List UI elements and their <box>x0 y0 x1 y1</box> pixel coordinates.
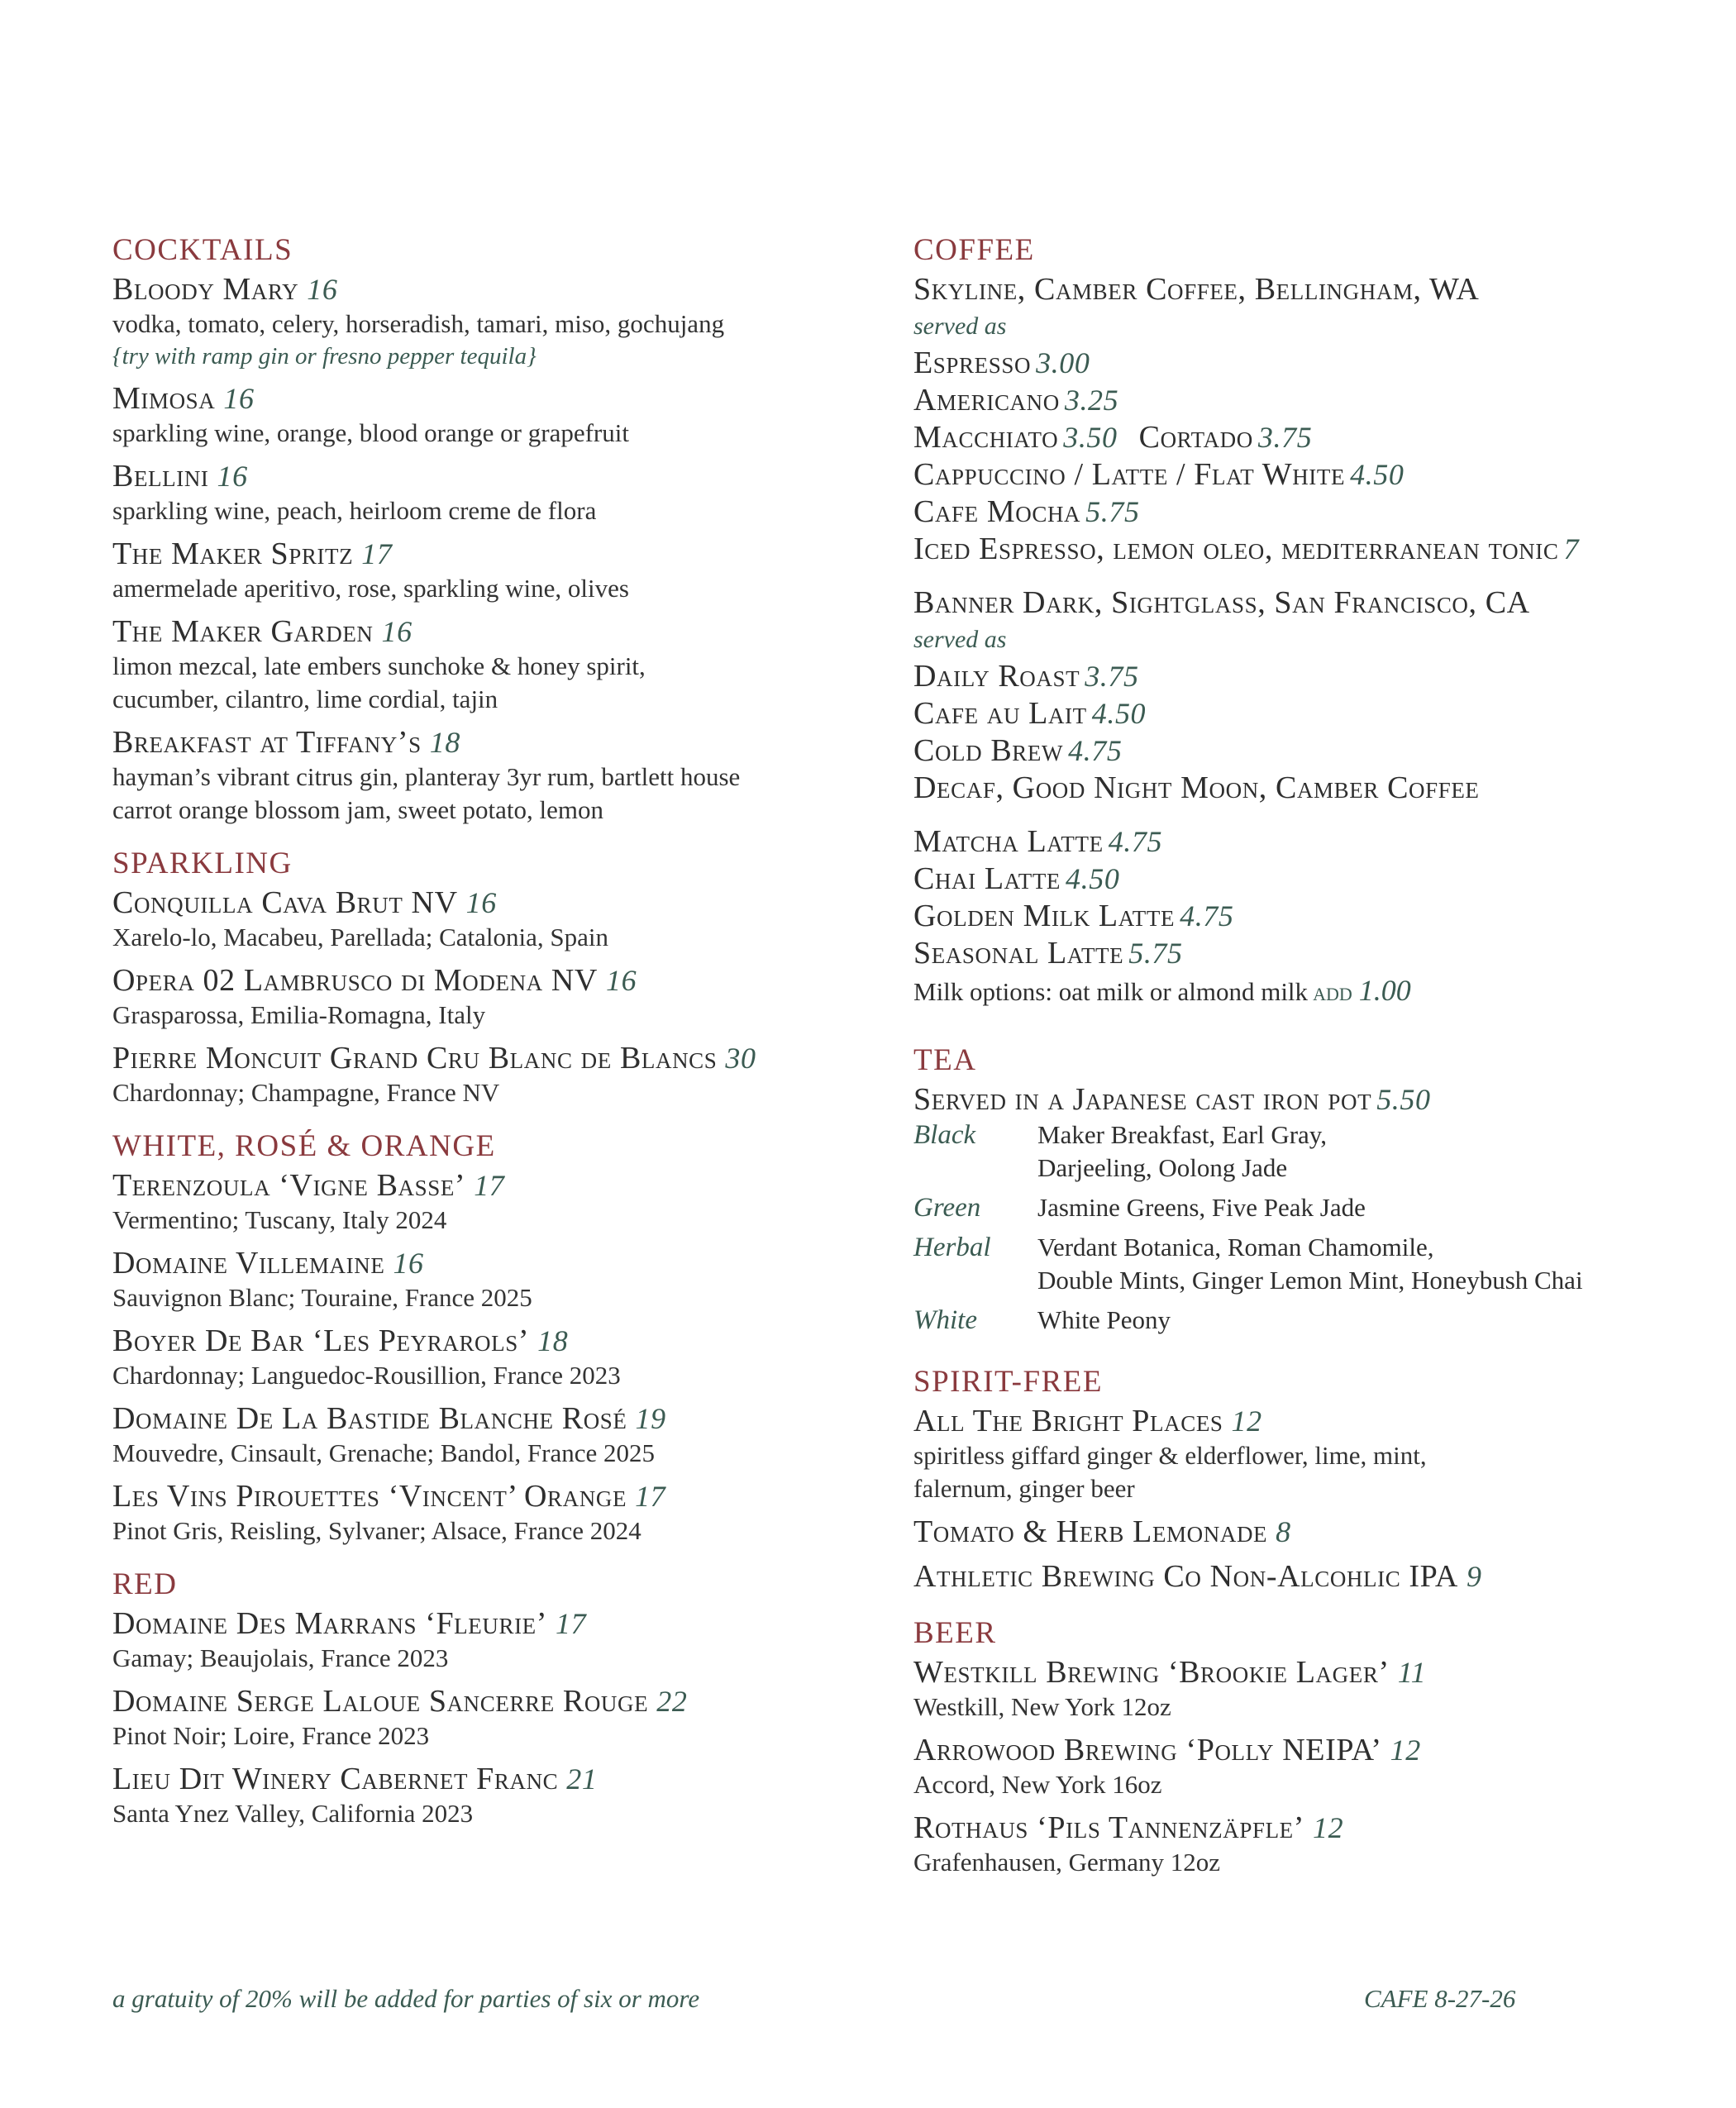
item-price: 17 <box>556 1607 587 1640</box>
item-name: The Maker Spritz <box>112 537 354 571</box>
item-name: Cold Brew <box>913 733 1064 768</box>
tea-list: Verdant Botanica, Roman Chamomile, <box>1037 1233 1434 1261</box>
coffee-item <box>913 531 1707 568</box>
item-name: Westkill Brewing ‘Brookie Lager’ <box>913 1655 1390 1690</box>
item-name: Domaine De La Bastide Blanche Rosé <box>112 1401 627 1436</box>
item-name: Espresso <box>913 346 1032 380</box>
menu-item <box>112 1167 856 1237</box>
item-desc: Pinot Gris, Reisling, Sylvaner; Alsace, France 2024 <box>112 1516 641 1545</box>
item-note: {try with ramp gin or fresno pepper tequila} <box>112 343 537 370</box>
coffee-item <box>913 935 1707 972</box>
item-price: 5.75 <box>1085 495 1140 528</box>
item-price: 16 <box>223 382 255 415</box>
section-title-spirit-free: SPIRIT-FREE <box>913 1365 1103 1399</box>
item-desc: amermelade aperitivo, rose, sparkling wine, olives <box>112 574 629 603</box>
item-name: Domaine Des Marrans ‘Fleurie’ <box>112 1606 548 1641</box>
gratuity-note: a gratuity of 20% will be added for parties of six or more <box>112 1984 700 2013</box>
coffee-item <box>913 861 1707 898</box>
item-desc: Grasparossa, Emilia-Romagna, Italy <box>112 1000 486 1029</box>
menu-item <box>112 1478 856 1548</box>
item-name: The Maker Garden <box>112 614 374 649</box>
section-title-cocktails: COCKTAILS <box>112 233 293 267</box>
item-price: 12 <box>1390 1734 1421 1767</box>
item-name: Daily Roast <box>913 659 1080 694</box>
tea-row <box>913 1118 1707 1185</box>
tea-type: Green <box>913 1193 981 1223</box>
item-price: 3.75 <box>1257 421 1313 454</box>
item-desc: Grafenhausen, Germany 12oz <box>913 1848 1220 1877</box>
menu-item <box>112 1040 856 1109</box>
menu-code: CAFE 8-27-26 <box>1364 1984 1516 2013</box>
item-price: 8 <box>1276 1515 1291 1548</box>
item-price: 11 <box>1397 1656 1427 1689</box>
section-title-white: WHITE, ROSÉ & ORANGE <box>112 1129 496 1163</box>
item-price: 3.75 <box>1085 660 1139 693</box>
section-title-tea: TEA <box>913 1043 977 1077</box>
section-title-sparkling: SPARKLING <box>112 847 293 880</box>
menu-item <box>112 885 856 954</box>
item-name: Golden Milk Latte <box>913 899 1176 933</box>
coffee-item <box>913 382 1707 419</box>
sparkling-section <box>112 843 856 1109</box>
tea-list: Maker Breakfast, Earl Gray, <box>1037 1120 1328 1149</box>
coffee-item <box>913 456 1707 494</box>
item-name: Lieu Dit Winery Cabernet Franc <box>112 1762 559 1796</box>
item-price: 18 <box>429 726 460 759</box>
coffee-item <box>913 658 1707 695</box>
tea-row <box>913 1304 1707 1337</box>
item-name: Bloody Mary <box>112 272 299 307</box>
coffee-item <box>913 898 1707 935</box>
right-column <box>913 230 1707 1896</box>
item-name: Iced Espresso, lemon oleo, mediterranean tonic <box>913 532 1559 566</box>
item-name: Breakfast at Tiffany’s <box>112 725 422 760</box>
item-name: Seasonal Latte <box>913 936 1124 971</box>
tea-list: Darjeeling, Oolong Jade <box>1037 1153 1288 1182</box>
item-price: 3.50 <box>1063 421 1118 454</box>
menu-item <box>112 1323 856 1392</box>
item-price: 18 <box>537 1324 569 1357</box>
item-desc: Pinot Noir; Loire, France 2023 <box>112 1721 430 1750</box>
milk-options-text: Milk options: oat milk or almond milk <box>913 977 1309 1006</box>
item-name: Cafe Mocha <box>913 494 1081 529</box>
item-desc: spiritless giffard ginger & elderflower, lime, mint, <box>913 1441 1427 1470</box>
item-desc: Xarelo-lo, Macabeu, Parellada; Catalonia, Spain <box>112 923 608 951</box>
item-desc: cucumber, cilantro, lime cordial, tajin <box>112 684 498 713</box>
item-name: Macchiato <box>913 420 1059 455</box>
item-name: Athletic Brewing Co Non-Alcohlic IPA <box>913 1559 1458 1594</box>
coffee-item <box>913 345 1707 382</box>
item-desc: Chardonnay; Champagne, France NV <box>112 1078 500 1107</box>
item-name: Domaine Villemaine <box>112 1246 385 1281</box>
item-price: 16 <box>217 460 248 493</box>
item-price: 3.25 <box>1064 384 1119 417</box>
item-price: 4.50 <box>1091 697 1147 730</box>
beer-section <box>913 1613 1707 1879</box>
item-desc: vodka, tomato, celery, horseradish, tamari, miso, gochujang <box>112 309 725 338</box>
item-desc: Westkill, New York 12oz <box>913 1692 1171 1721</box>
item-desc: Santa Ynez Valley, California 2023 <box>112 1799 474 1828</box>
tea-type: Herbal <box>913 1233 991 1262</box>
menu-item <box>913 1732 1707 1801</box>
coffee-decaf: Decaf, Good Night Moon, Camber Coffee <box>913 770 1480 805</box>
menu-item <box>112 458 856 527</box>
item-desc: Vermentino; Tuscany, Italy 2024 <box>112 1205 447 1234</box>
tea-row <box>913 1231 1707 1297</box>
item-name: Chai Latte <box>913 861 1061 896</box>
item-price: 12 <box>1313 1811 1344 1844</box>
red-section <box>112 1564 856 1830</box>
item-name: Les Vins Pirouettes ‘Vincent’ Orange <box>112 1479 627 1514</box>
served-as-label: served as <box>913 312 1007 340</box>
milk-options <box>913 972 1707 1010</box>
coffee-item <box>913 494 1707 531</box>
menu-item <box>112 380 856 450</box>
section-title-red: RED <box>112 1567 178 1601</box>
item-price: 4.75 <box>1180 899 1234 932</box>
tea-served <box>913 1081 1707 1118</box>
item-price: 16 <box>605 964 637 997</box>
menu-item <box>112 613 856 716</box>
menu-item <box>913 1810 1707 1879</box>
item-name: Mimosa <box>112 381 216 416</box>
item-name: All The Bright Places <box>913 1404 1223 1438</box>
item-name: Tomato & Herb Lemonade <box>913 1514 1268 1549</box>
tea-row <box>913 1191 1707 1224</box>
left-column <box>112 230 856 1847</box>
item-price: 19 <box>635 1402 666 1435</box>
milk-price: 1.00 <box>1358 974 1411 1007</box>
menu-item <box>112 724 856 827</box>
menu-item <box>913 1558 1707 1595</box>
menu-item <box>112 962 856 1032</box>
item-name: Rothaus ‘Pils Tannenzäpfle’ <box>913 1810 1305 1845</box>
coffee-item <box>913 823 1707 861</box>
item-desc: Sauvignon Blanc; Touraine, France 2025 <box>112 1283 532 1312</box>
menu-item <box>112 536 856 605</box>
coffee-item <box>913 732 1707 770</box>
item-price: 9 <box>1466 1560 1482 1593</box>
tea-type: White <box>913 1305 977 1335</box>
menu-item <box>913 1403 1707 1505</box>
item-name: Cortado <box>1138 420 1253 455</box>
item-name: Opera 02 Lambrusco di Modena NV <box>112 963 598 998</box>
item-price: 30 <box>725 1042 756 1075</box>
item-price: 17 <box>474 1169 505 1202</box>
menu-item <box>913 1654 1707 1724</box>
served-as-label: served as <box>913 626 1007 653</box>
item-name: Matcha Latte <box>913 824 1104 859</box>
item-price: 22 <box>656 1685 688 1718</box>
item-price: 4.50 <box>1066 862 1120 895</box>
item-price: 17 <box>361 537 393 570</box>
item-name: Arrowood Brewing ‘Polly NEIPA’ <box>913 1733 1382 1767</box>
section-title-beer: BEER <box>913 1616 997 1650</box>
coffee-section <box>913 230 1707 1010</box>
item-desc: falernum, ginger beer <box>913 1474 1135 1503</box>
item-desc: Gamay; Beaujolais, France 2023 <box>112 1643 449 1672</box>
item-name: Conquilla Cava Brut NV <box>112 885 458 920</box>
item-desc: Chardonnay; Languedoc-Rousillion, France 2023 <box>112 1361 621 1390</box>
menu-item <box>112 271 856 372</box>
item-name: Boyer De Bar ‘Les Peyrarols’ <box>112 1323 530 1358</box>
menu-item <box>913 1514 1707 1550</box>
item-price: 3.00 <box>1036 346 1090 379</box>
item-price: 7 <box>1563 532 1580 565</box>
menu-item <box>112 1761 856 1830</box>
menu-item <box>112 1605 856 1675</box>
item-price: 17 <box>635 1480 666 1513</box>
tea-list: Jasmine Greens, Five Peak Jade <box>1037 1193 1366 1222</box>
coffee-origin-skyline: Skyline, Camber Coffee, Bellingham, WA <box>913 272 1480 307</box>
item-desc: Accord, New York 16oz <box>913 1770 1162 1799</box>
cocktails-section <box>112 230 856 827</box>
coffee-origin-banner: Banner Dark, Sightglass, San Francisco, CA <box>913 585 1530 620</box>
white-rose-orange-section <box>112 1126 856 1548</box>
item-price: 16 <box>381 615 413 648</box>
tea-section <box>913 1040 1707 1337</box>
spirit-free-section <box>913 1362 1707 1595</box>
item-desc: sparkling wine, orange, blood orange or grapefruit <box>112 418 629 447</box>
item-name: Bellini <box>112 459 209 494</box>
item-desc: Mouvedre, Cinsault, Grenache; Bandol, France 2025 <box>112 1438 655 1467</box>
tea-list: White Peony <box>1037 1305 1171 1334</box>
item-price: 5.75 <box>1128 937 1183 970</box>
item-price: 5.50 <box>1376 1083 1431 1116</box>
item-name: Cappuccino / Latte / Flat White <box>913 457 1346 492</box>
menu-item <box>112 1683 856 1753</box>
item-name: Domaine Serge Laloue Sancerre Rouge <box>112 1684 649 1719</box>
item-name: Terenzoula ‘Vigne Basse’ <box>112 1168 466 1203</box>
item-name: Cafe au Lait <box>913 696 1087 731</box>
item-name: Americano <box>913 383 1060 417</box>
tea-type: Black <box>913 1120 976 1150</box>
item-price: 4.75 <box>1068 734 1123 767</box>
item-price: 16 <box>393 1247 424 1280</box>
coffee-item <box>913 695 1707 732</box>
tea-list: Double Mints, Ginger Lemon Mint, Honeybush Chai <box>1037 1266 1583 1295</box>
item-price: 16 <box>465 886 497 919</box>
section-title-coffee: COFFEE <box>913 233 1035 267</box>
menu-item <box>112 1400 856 1470</box>
item-desc: limon mezcal, late embers sunchoke & honey spirit, <box>112 651 646 680</box>
item-price: 21 <box>566 1762 598 1796</box>
item-name: Served in a Japanese cast iron pot <box>913 1082 1372 1117</box>
item-price: 16 <box>307 273 338 306</box>
menu-item <box>112 1245 856 1314</box>
item-price: 12 <box>1231 1405 1262 1438</box>
item-desc: hayman’s vibrant citrus gin, planteray 3yr rum, bartlett house <box>112 762 741 791</box>
add-label: add <box>1313 976 1352 1006</box>
item-price: 4.50 <box>1350 458 1405 491</box>
item-price: 4.75 <box>1108 825 1163 858</box>
coffee-item <box>913 419 1707 456</box>
item-name: Pierre Moncuit Grand Cru Blanc de Blancs <box>112 1041 718 1075</box>
item-desc: sparkling wine, peach, heirloom creme de flora <box>112 496 597 525</box>
item-desc: carrot orange blossom jam, sweet potato, lemon <box>112 795 604 824</box>
